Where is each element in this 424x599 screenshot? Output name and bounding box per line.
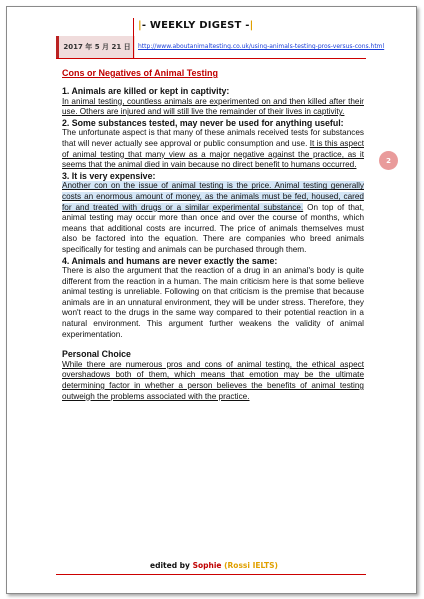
point-3-paragraph bbox=[62, 181, 364, 255]
point-3-text-highlighted: Another con on the issue of animal testing is the price. Animal testing generally costs an enormous amount of money, as the animals must be fed, housed, cared for and treated with drugs or a similar experimental substance. bbox=[62, 181, 364, 212]
page-number-badge: 2 bbox=[379, 151, 398, 170]
footer-rule bbox=[56, 574, 366, 575]
header-rule bbox=[56, 58, 366, 59]
article-body bbox=[62, 86, 364, 402]
title-bracket-close: | bbox=[249, 20, 254, 31]
footer-credit bbox=[150, 561, 278, 570]
point-2-paragraph bbox=[62, 128, 364, 170]
personal-choice-heading: Personal Choice bbox=[62, 349, 131, 360]
point-4-heading: 4. Animals and humans are never exactly the same: bbox=[62, 255, 278, 266]
point-2-heading: 2. Some substances tested, may never be used for anything useful: bbox=[62, 117, 344, 128]
personal-choice-text: While there are numerous pros and cons of animal testing, the ethical aspect overshadows both of them, which means that emotion may be the ultimate determining factor in whether a person believes the benefits of animal testing outweigh the problems associated with the practice. bbox=[62, 359, 364, 401]
title-text: - WEEKLY DIGEST - bbox=[141, 20, 250, 31]
point-1-heading: 1. Animals are killed or kept in captivity: bbox=[62, 86, 230, 96]
point-3-heading: 3. It is very expensive: bbox=[62, 170, 156, 181]
footer-editor: Sophie bbox=[192, 561, 222, 570]
footer-prefix: edited by bbox=[150, 561, 190, 570]
title-bracket-open: | bbox=[138, 20, 142, 31]
header-divider bbox=[133, 18, 134, 58]
point-2-text-underlined: It is this aspect of animal testing that many view as a major negative against the practice, as it seems that the animal died in vain because no direct benefit to humans occurred. bbox=[62, 138, 364, 170]
header-date-box bbox=[56, 36, 135, 58]
point-2-text: The unfortunate aspect is that many of these animals received tests for substances that will never actually see approval or public consumption and use. bbox=[62, 128, 364, 148]
header-title bbox=[138, 20, 253, 31]
section-title: Cons or Negatives of Animal Testing bbox=[62, 68, 219, 78]
header-date: 2017 年 5 月 21 日 bbox=[63, 43, 131, 51]
point-1-text: In animal testing, countless animals are experimented on and then killed after their use. Others are injured and will still live the remainder of their lives in captivity. bbox=[62, 96, 364, 117]
point-4-text: There is also the argument that the reaction of a drug in an animal's body is quite different from the reaction in a human. The main criticism here is that some believe animal testing is unreliable. Following on that criticism is the premise that because animals are in an unnatural environment, they will be under stress. Therefore, they won't react to the drugs in the same way compared to their potential reaction in a natural environment. This argument further weakens the validity of animal experimentation. bbox=[62, 266, 364, 339]
spacer bbox=[62, 340, 364, 349]
point-3-text: On top of that, animal testing may occur more than once and over the course of months, which means that additional costs are incurred. The price of animals themselves must also be factored into the equation. There are companies who breed animals specifically for testing and animals can be purchased through them. bbox=[62, 202, 365, 254]
source-link[interactable]: http://www.aboutanimaltesting.co.uk/using-animals-testing-pros-versus-cons.html bbox=[138, 43, 385, 50]
footer-org: (Rossi IELTS) bbox=[224, 561, 278, 570]
